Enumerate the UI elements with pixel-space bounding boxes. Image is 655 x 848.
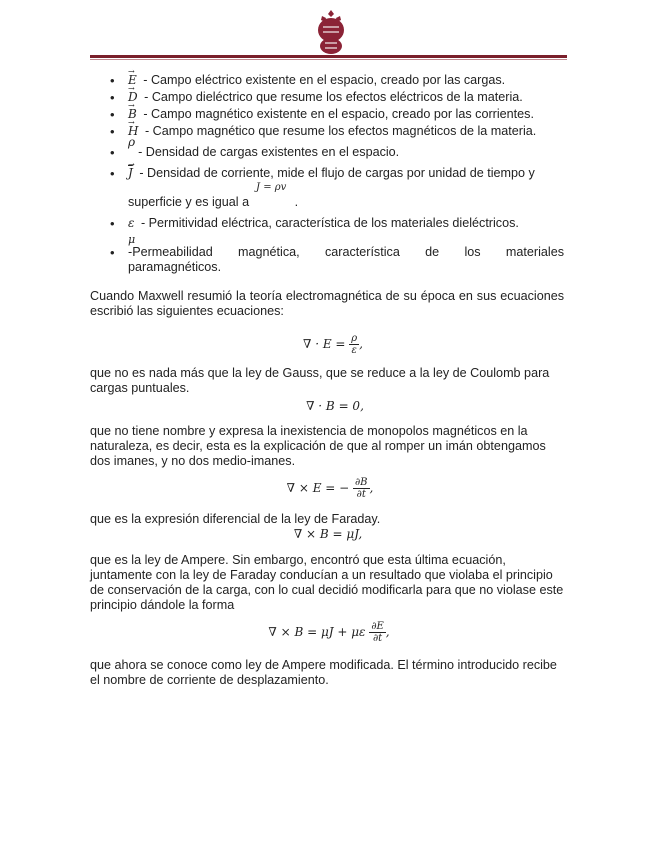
equation-lhs: ∇ × B = μJ + με [268, 625, 366, 639]
definition-text: - Densidad de corriente, mide el flujo de cargas por unidad de tiempo y [139, 166, 535, 180]
equation-lhs: ∇ × E = − [286, 481, 350, 495]
symbol: ρ [128, 135, 136, 149]
definition-text: - Campo dieléctrico que resume los efectos eléctricos de la materia. [144, 90, 523, 104]
ampere-equation: ∇ × B = μJ, [293, 527, 363, 541]
definition-text: - Permitividad eléctrica, característica de los materiales dieléctricos. [140, 216, 519, 230]
symbol: → D [128, 90, 138, 105]
ampere-paragraph: que es la ley de Ampere. Sin embargo, encontró que esta última ecuación, juntamente con la ley de Faraday conducían a un resultado que violaba el principio de conservación de la carga, con lo cual decidió modificarla para que no violase este principio dándole la forma [90, 553, 564, 612]
university-seal-icon [312, 8, 350, 56]
faraday-paragraph: que es la expresión diferencial de la ley de Faraday. [90, 512, 381, 526]
gauss-equation [102, 333, 564, 356]
symbol: → E [128, 73, 137, 88]
page-content [90, 73, 564, 688]
definitions-list [90, 73, 564, 275]
list-item: • μ -Permeabilidad magnética, característica de los materiales paramagnéticos. [110, 233, 564, 274]
header-rule-thin [90, 59, 567, 60]
equation-punct: , [359, 337, 363, 351]
list-item: • → B - Campo magnético existente en el espacio, creado por las corrientes. [90, 107, 564, 122]
list-item: • → $\overline{J}$ - Densidad de corriente, mide el flujo de cargas por unidad de tiempo y J = ρv superficie y es igual a . [90, 166, 564, 210]
equation-lhs: ∇ · E = [303, 337, 346, 351]
definition-text: -Permeabilidad magnética, característica de los materiales [128, 245, 564, 259]
fraction-denominator: ∂t [372, 633, 383, 644]
list-item: • → D - Campo dieléctrico que resume los efectos eléctricos de la materia. [90, 90, 564, 105]
current-density-formula: J = ρv [256, 182, 287, 193]
period: . [249, 195, 299, 209]
definition-text: - Campo magnético existente en el espacio, creado por las corrientes. [143, 107, 534, 121]
symbol: ε [128, 216, 135, 230]
definition-continuation: superficie y es igual a [128, 195, 250, 209]
list-item: • ε - Permitividad eléctrica, característica de los materiales dieléctricos. [110, 216, 519, 231]
monopole-paragraph: que no tiene nombre y expresa la inexistencia de monopolos magnéticos en la naturaleza, es decir, esta es la explicación de que al romper un imán obtengamos dos imanes, y no dos medio-imanes. [90, 424, 546, 468]
fraction-numerator: ∂B [355, 477, 368, 488]
fraction-numerator: ρ [351, 333, 358, 344]
ampere-modified-paragraph: que ahora se conoce como ley de Ampere modificada. El término introducido recibe el nombre de corriente de desplazamiento. [90, 658, 557, 687]
fraction-denominator: ∂t [356, 489, 366, 500]
equation-punct: , [385, 625, 390, 639]
intro-paragraph: Cuando Maxwell resumió la teoría electromagnética de su época en sus ecuaciones escribió las siguientes ecuaciones: [90, 289, 564, 318]
list-item: • ρ- Densidad de cargas existentes en el espacio. [110, 135, 400, 160]
divergence-b-equation: ∇ · B = 0, [306, 399, 364, 413]
fraction-numerator: ∂E [371, 621, 384, 632]
list-item: • → E - Campo eléctrico existente en el espacio, creado por las cargas. [90, 73, 564, 88]
ampere-modified-equation [94, 621, 564, 644]
equation-punct: , [369, 481, 374, 495]
definition-text: - Densidad de cargas existentes en el espacio. [138, 145, 400, 159]
list-item: • → H - Campo magnético que resume los efectos magnéticos de la materia. [90, 124, 564, 139]
gauss-paragraph: que no es nada más que la ley de Gauss, que se reduce a la ley de Coulomb para cargas puntuales. [90, 366, 550, 395]
symbol: → B [128, 107, 137, 122]
definition-text: - Campo magnético que resume los efectos magnéticos de la materia. [144, 124, 537, 138]
symbol: → H [128, 124, 138, 139]
fraction-denominator: ε [351, 345, 357, 356]
definition-text: - Campo eléctrico existente en el espacio, creado por las cargas. [143, 73, 506, 87]
symbol: μ [128, 233, 136, 246]
definition-continuation: paramagnéticos. [128, 260, 222, 274]
header-rule [90, 55, 567, 58]
faraday-equation [96, 477, 564, 500]
symbol: → $\overline{J}$ [128, 166, 133, 181]
